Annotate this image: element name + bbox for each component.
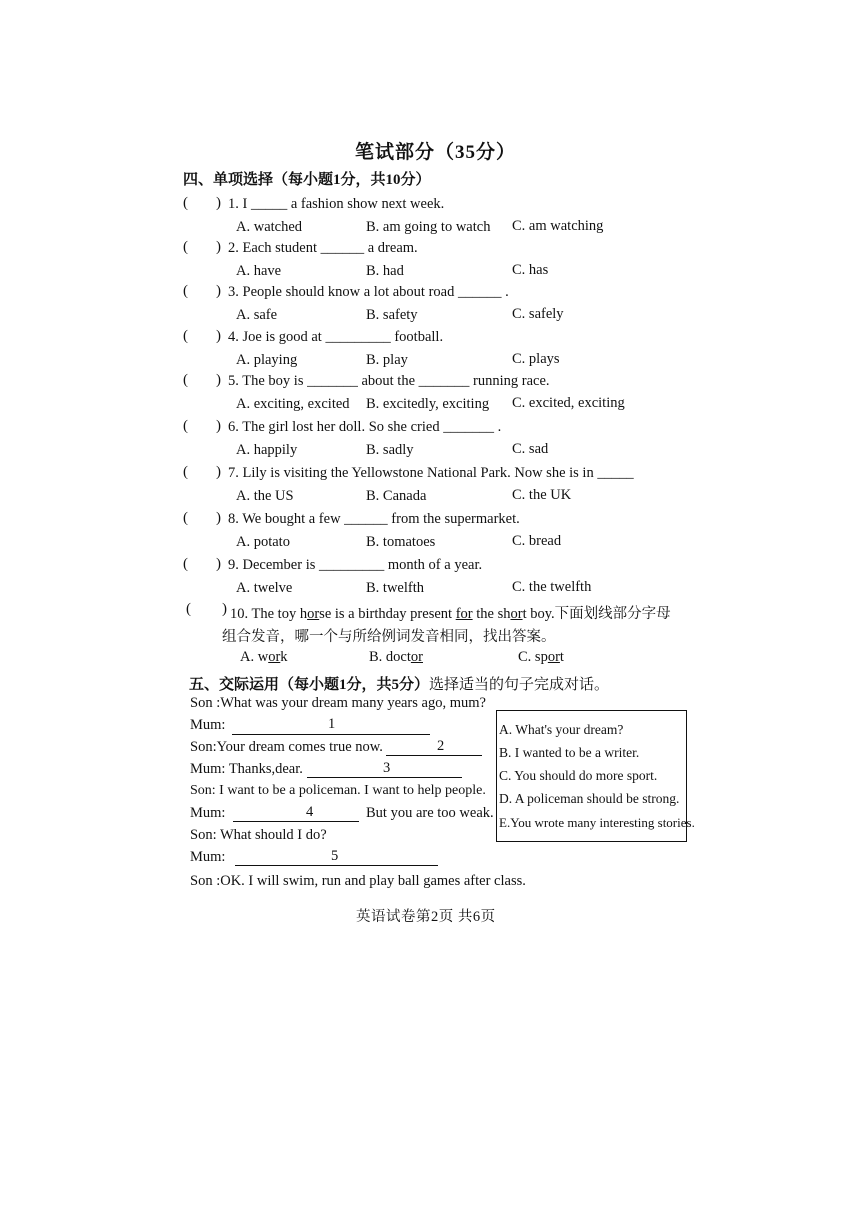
question-number: 10. bbox=[230, 606, 249, 622]
answer-paren-close: ) bbox=[216, 418, 221, 434]
option-a: A. the US bbox=[236, 488, 294, 504]
answer-paren-close: ) bbox=[216, 556, 221, 572]
section-5-title: 五、交际运用（每小题1分，共5分） bbox=[189, 677, 430, 693]
option-c: C. plays bbox=[512, 351, 560, 367]
question-stem: running race. bbox=[473, 373, 550, 389]
option-b: B. safety bbox=[366, 307, 418, 323]
question-stem: The girl lost her doll. So she cried bbox=[242, 419, 440, 435]
option-b: B. had bbox=[366, 263, 404, 279]
question-number: 4. bbox=[228, 329, 239, 345]
option-c: C. You should do more sport. bbox=[499, 768, 658, 783]
option-c: C. am watching bbox=[512, 218, 604, 234]
option-a: A. playing bbox=[236, 352, 298, 368]
opt-text: k bbox=[280, 649, 288, 665]
dialogue-line-3: Son:Your dream comes true now. bbox=[190, 739, 383, 755]
question-10-instruction-cont: 组合发音，哪一个与所给例词发音相同，找出答案。 bbox=[222, 629, 556, 645]
question-number: 1. bbox=[228, 196, 239, 212]
question-stem: from the supermarket. bbox=[391, 511, 520, 527]
option-c: C. sad bbox=[512, 441, 549, 457]
answer-paren-open: ( bbox=[183, 418, 188, 434]
answer-blank[interactable]: _______ bbox=[307, 373, 358, 389]
dialogue-line-1: Son :What was your dream many years ago, mum? bbox=[190, 695, 486, 711]
option-a: A. have bbox=[236, 263, 282, 279]
opt-underlined: or bbox=[268, 649, 281, 665]
answer-blank[interactable]: _______ bbox=[418, 373, 470, 389]
answer-blank-2[interactable] bbox=[386, 755, 482, 756]
question-stem: . bbox=[505, 284, 509, 300]
question-stem: People should know a lot about road bbox=[242, 284, 455, 300]
question-stem: Lily is visiting the Yellowstone National Park. Now she is in bbox=[242, 465, 594, 481]
section-5-heading bbox=[189, 673, 609, 694]
question-stem: We bought a few bbox=[242, 511, 341, 527]
answer-paren-open: ( bbox=[183, 556, 188, 572]
dialogue-line-5: Son: I want to be a policeman. I want to help people. bbox=[190, 783, 486, 798]
opt-underlined: or bbox=[547, 649, 560, 665]
q10-underlined: or bbox=[307, 606, 320, 622]
question-stem: a fashion show next week. bbox=[290, 196, 445, 212]
question-number: 9. bbox=[228, 557, 239, 573]
section-4-heading: 四、单项选择（每小题1分，共10分） bbox=[183, 172, 431, 188]
option-a bbox=[240, 649, 288, 666]
answer-blank[interactable]: _______ bbox=[443, 419, 494, 435]
answer-paren-open: ( bbox=[183, 510, 188, 526]
answer-paren-open: ( bbox=[183, 239, 188, 255]
answer-paren-close: ) bbox=[216, 372, 221, 388]
question-stem: Joe is good at bbox=[242, 329, 322, 345]
option-a: A. twelve bbox=[236, 580, 293, 596]
answer-blank[interactable]: _____ bbox=[597, 465, 634, 481]
question-7-text bbox=[228, 465, 634, 482]
answer-paren-close: ) bbox=[216, 510, 221, 526]
question-stem: football. bbox=[394, 329, 444, 345]
answer-paren-close: ) bbox=[216, 328, 221, 344]
question-stem: a dream. bbox=[367, 240, 418, 256]
dialogue-line-2: Mum: bbox=[190, 717, 226, 733]
answer-paren-close: ) bbox=[216, 239, 221, 255]
q10-text-part: The toy h bbox=[251, 606, 308, 622]
option-c: C. excited, exciting bbox=[512, 395, 625, 411]
answer-paren-close: ) bbox=[216, 283, 221, 299]
answer-blank[interactable]: _________ bbox=[325, 329, 391, 345]
option-c: C. has bbox=[512, 262, 549, 278]
option-e: E.You wrote many interesting stories. bbox=[499, 815, 695, 830]
answer-blank-1[interactable] bbox=[232, 734, 430, 735]
answer-paren-open: ( bbox=[183, 283, 188, 299]
option-a: A. potato bbox=[236, 534, 290, 550]
question-10-text bbox=[230, 602, 671, 623]
opt-text: B. doct bbox=[369, 649, 411, 665]
question-1-text bbox=[228, 196, 444, 213]
dialogue-line-6: Mum: bbox=[190, 805, 226, 821]
blank-number-3: 3 bbox=[383, 760, 391, 776]
question-stem: December is bbox=[242, 557, 316, 573]
option-b: B. I wanted to be a writer. bbox=[499, 745, 640, 760]
option-c: C. safely bbox=[512, 306, 564, 322]
blank-number-5: 5 bbox=[331, 848, 339, 864]
option-c: C. bread bbox=[512, 533, 562, 549]
answer-paren-close: ) bbox=[216, 464, 221, 480]
dialogue-line-7: Son: What should I do? bbox=[190, 827, 327, 843]
blank-number-4: 4 bbox=[306, 804, 314, 820]
question-number: 5. bbox=[228, 373, 239, 389]
blank-number-2: 2 bbox=[437, 738, 445, 754]
question-stem: Each student bbox=[242, 240, 317, 256]
option-b: B. sadly bbox=[366, 442, 414, 458]
q10-instruction-cn: 下面划线部分字母 bbox=[554, 606, 671, 622]
answer-blank-5[interactable] bbox=[235, 865, 438, 866]
page-footer: 英语试卷第2页 共6页 bbox=[356, 909, 496, 925]
question-stem: . bbox=[497, 419, 502, 435]
question-stem: The boy is bbox=[242, 373, 304, 389]
answer-paren-open: ( bbox=[186, 601, 191, 617]
option-b: B. Canada bbox=[366, 488, 427, 504]
answer-paren-close: ) bbox=[222, 601, 227, 617]
answer-paren-open: ( bbox=[183, 464, 188, 480]
answer-paren-close: ) bbox=[216, 195, 221, 211]
option-a: A. watched bbox=[236, 219, 303, 235]
dialogue-line-8: Mum: bbox=[190, 849, 226, 865]
question-9-text bbox=[228, 557, 482, 574]
option-b: B. twelfth bbox=[366, 580, 424, 596]
option-c bbox=[518, 649, 564, 666]
answer-blank[interactable]: ______ bbox=[344, 511, 388, 527]
option-a: A. What's your dream? bbox=[499, 722, 624, 737]
question-stem: about the bbox=[361, 373, 416, 389]
question-number: 6. bbox=[228, 419, 239, 435]
answer-blank-3[interactable] bbox=[307, 777, 462, 778]
opt-text: C. sp bbox=[518, 649, 548, 665]
question-number: 7. bbox=[228, 465, 239, 481]
option-c: C. the twelfth bbox=[512, 579, 592, 595]
question-number: 8. bbox=[228, 511, 239, 527]
answer-paren-open: ( bbox=[183, 328, 188, 344]
answer-blank[interactable]: ______ bbox=[320, 240, 365, 256]
question-stem: month of a year. bbox=[387, 557, 483, 573]
blank-number-1: 1 bbox=[328, 716, 336, 732]
option-d: D. A policeman should be strong. bbox=[499, 791, 680, 806]
section-5-instruction: 选择适当的句子完成对话。 bbox=[429, 677, 610, 693]
option-b: B. tomatoes bbox=[366, 534, 436, 550]
option-b: B. play bbox=[366, 352, 408, 368]
question-3-text bbox=[228, 284, 509, 301]
question-8-text bbox=[228, 511, 520, 528]
question-4-text bbox=[228, 329, 443, 346]
page-title: 笔试部分（35分） bbox=[355, 142, 517, 163]
question-2-text bbox=[228, 240, 418, 257]
opt-underlined: or bbox=[410, 649, 423, 665]
answer-blank[interactable]: ______ bbox=[457, 284, 502, 300]
question-stem: I bbox=[242, 196, 248, 212]
q10-text-part: the sh bbox=[472, 606, 511, 622]
opt-text: t bbox=[559, 649, 564, 665]
question-5-text bbox=[228, 373, 550, 390]
q10-underlined: or bbox=[510, 606, 523, 622]
dialogue-line-9: Son :OK. I will swim, run and play ball games after class. bbox=[190, 873, 526, 889]
option-c: C. the UK bbox=[512, 487, 572, 503]
question-number: 2. bbox=[228, 240, 239, 256]
answer-blank[interactable]: _________ bbox=[319, 557, 385, 573]
question-number: 3. bbox=[228, 284, 239, 300]
option-b: B. am going to watch bbox=[366, 219, 491, 235]
dialogue-line-6-end: But you are too weak. bbox=[366, 805, 494, 821]
answer-blank[interactable]: _____ bbox=[250, 196, 288, 212]
dialogue-line-4: Mum: Thanks,dear. bbox=[190, 761, 303, 777]
option-b bbox=[369, 649, 423, 666]
answer-paren-open: ( bbox=[183, 195, 188, 211]
answer-blank-4[interactable] bbox=[233, 821, 359, 822]
q10-underlined: for bbox=[455, 606, 473, 622]
option-a: A. exciting, excited bbox=[236, 396, 350, 412]
opt-text: A. w bbox=[240, 649, 269, 665]
q10-text-part: se is a birthday present bbox=[319, 606, 456, 622]
q10-text-part: t boy. bbox=[522, 606, 555, 622]
option-a: A. safe bbox=[236, 307, 278, 323]
option-a: A. happily bbox=[236, 442, 298, 458]
option-b: B. excitedly, exciting bbox=[366, 396, 490, 412]
answer-paren-open: ( bbox=[183, 372, 188, 388]
question-6-text bbox=[228, 419, 501, 436]
